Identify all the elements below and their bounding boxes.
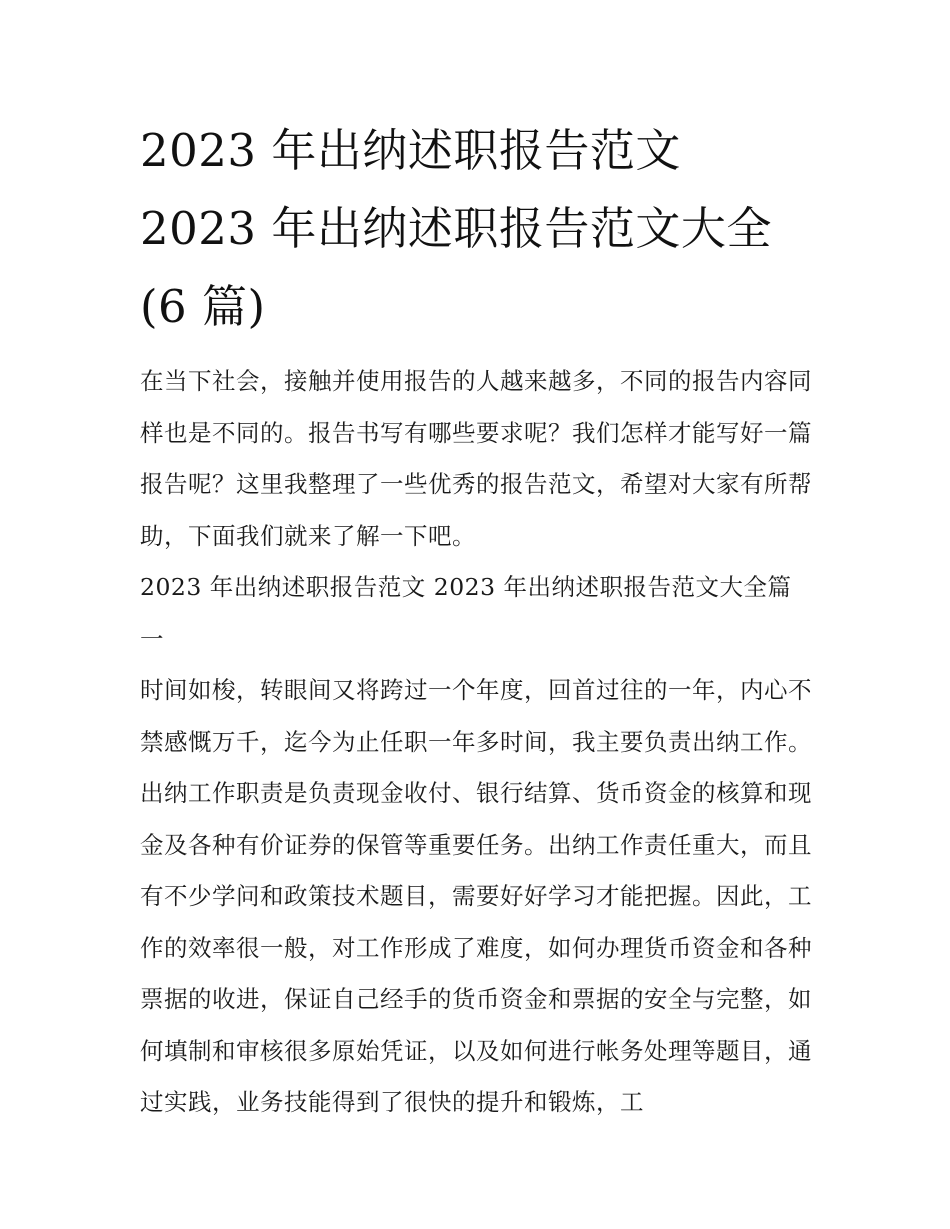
document-content — [140, 112, 812, 1129]
title-line-1: 2023 年出纳述职报告范文 — [140, 124, 681, 177]
section-heading-paragraph: 2023 年出纳述职报告范文 2023 年出纳述职报告范文大全篇一 — [140, 573, 792, 653]
title-line-2: 2023 年出纳述职报告范文大全 — [140, 202, 772, 255]
title-line-3: (6 篇) — [140, 280, 266, 333]
body-paragraph-1: 时间如梭，转眼间又将跨过一个年度，回首过往的一年，内心不禁感慨万千，迄今为止任职一年多时间，我主要负责出纳工作。 — [140, 676, 812, 756]
document-body — [140, 356, 812, 1129]
intro-paragraph: 在当下社会，接触并使用报告的人越来越多，不同的报告内容同样也是不同的。报告书写有哪些要求呢？我们怎样才能写好一篇报告呢？这里我整理了一些优秀的报告范文，希望对大家有所帮助，下面我们就来了解一下吧。 — [140, 367, 812, 550]
body-paragraph-2: 出纳工作职责是负责现金收付、银行结算、货币资金的核算和现金及各种有价证券的保管等重要任务。出纳工作责任重大，而且有不少学问和政策技术题目，需要好好学习才能把握。因此，工作的效率很一般，对工作形成了难度，如何办理货币资金和各种票据的收进，保证自己经手的货币资金和票据的安全与完整，如何填制和审核很多原始凭证，以及如何进行帐务处理等题目，通过实践，业务技能得到了很快的提升和锻炼，工 — [140, 779, 812, 1116]
document-title — [140, 112, 812, 346]
